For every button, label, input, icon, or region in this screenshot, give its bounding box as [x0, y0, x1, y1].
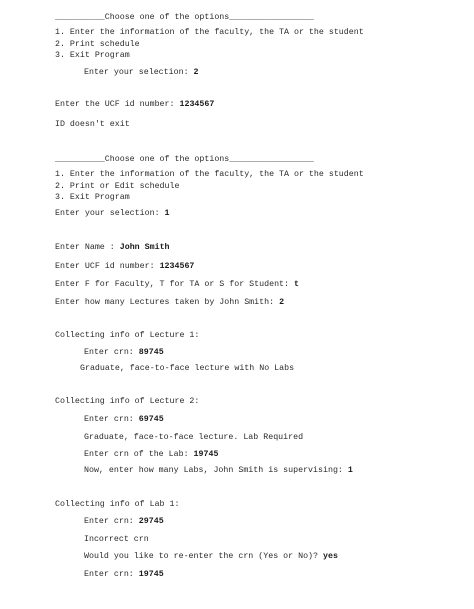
crn-prompt: Enter crn: 19745	[84, 570, 164, 579]
lecture-info: Graduate, face-to-face lecture with No Labs	[80, 364, 295, 373]
menu-option: 2. Print schedule	[55, 40, 140, 49]
menu-option: 3. Exit Program	[55, 193, 130, 202]
crn-prompt: Enter crn: 29745	[84, 517, 164, 526]
user-input: 29745	[138, 517, 164, 526]
lab-count-prompt: Now, enter how many Labs, John Smith is supervising: 1	[84, 466, 353, 475]
lecture-count-prompt: Enter how many Lectures taken by John Smith: 2	[55, 298, 285, 307]
menu-option: 1. Enter the information of the faculty, the TA or the student	[55, 28, 364, 37]
user-input: 1	[347, 466, 353, 475]
status-message: ID doesn't exit	[55, 120, 130, 129]
user-input: 1	[164, 209, 170, 218]
user-input: 1234567	[159, 262, 195, 271]
user-input: 1234567	[179, 100, 215, 109]
selection-prompt: Enter your selection: 2	[84, 68, 199, 77]
user-input: 2	[193, 68, 199, 77]
crn-prompt: Enter crn: 69745	[84, 415, 164, 424]
lecture-info: Graduate, face-to-face lecture. Lab Required	[84, 433, 304, 442]
selection-prompt: Enter your selection: 1	[55, 209, 170, 218]
section-heading: Collecting info of Lecture 1:	[55, 331, 200, 340]
user-input: 2	[279, 298, 285, 307]
status-message: Incorrect crn	[84, 535, 149, 544]
name-prompt: Enter Name : John Smith	[55, 243, 170, 252]
menu-option: 3. Exit Program	[55, 51, 130, 60]
user-input: 19745	[138, 570, 164, 579]
menu-header: __________Choose one of the options_________________	[55, 13, 314, 22]
user-input: 89745	[138, 348, 164, 357]
menu-option: 2. Print or Edit schedule	[55, 182, 180, 191]
user-input: yes	[323, 552, 338, 561]
id-prompt: Enter the UCF id number: 1234567	[55, 100, 215, 109]
id-prompt: Enter UCF id number: 1234567	[55, 262, 195, 271]
section-heading: Collecting info of Lecture 2:	[55, 397, 200, 406]
lab-crn-prompt: Enter crn of the Lab: 19745	[84, 450, 219, 459]
user-input: John Smith	[119, 243, 170, 252]
reenter-prompt: Would you like to re-enter the crn (Yes or No)? yes	[84, 552, 338, 561]
menu-option: 1. Enter the information of the faculty, the TA or the student	[55, 170, 364, 179]
role-prompt: Enter F for Faculty, T for TA or S for Student: t	[55, 280, 299, 289]
crn-prompt: Enter crn: 89745	[84, 348, 164, 357]
user-input: 69745	[138, 415, 164, 424]
user-input: t	[294, 280, 299, 289]
section-heading: Collecting info of Lab 1:	[55, 500, 180, 509]
menu-header: __________Choose one of the options_________________	[55, 155, 314, 164]
user-input: 19745	[193, 450, 219, 459]
